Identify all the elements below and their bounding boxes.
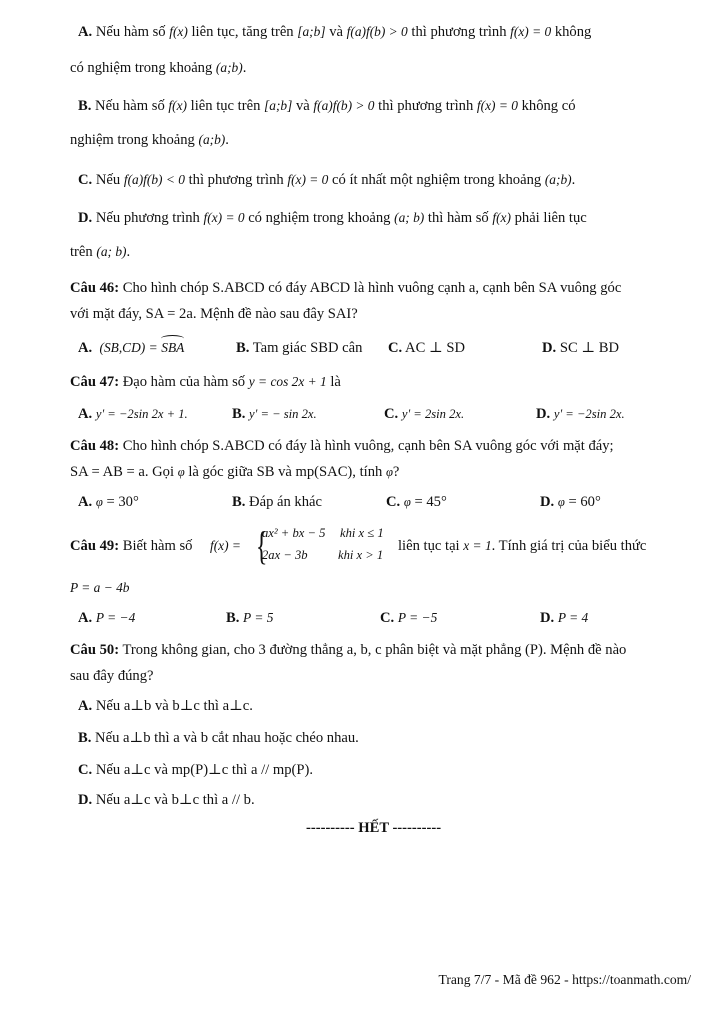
math-expression: P = a − 4b xyxy=(70,580,130,595)
q48-option-a xyxy=(78,492,139,512)
option-letter: A. xyxy=(78,340,93,356)
math-product: f(a)f(b) > 0 xyxy=(313,98,375,113)
math-point: x = 1 xyxy=(463,538,492,553)
q50-stem-line2 xyxy=(70,666,154,686)
q47-stem xyxy=(70,372,341,392)
q49-option-a xyxy=(78,608,135,628)
text: Nếu a⊥c và mp(P)⊥c thì a // mp(P). xyxy=(95,762,313,778)
text: . Tính giá trị của biểu thức xyxy=(491,538,647,554)
option-letter: A. xyxy=(78,494,93,510)
text: Đáp án khác xyxy=(249,494,322,510)
option-letter: D. xyxy=(540,610,555,626)
math-fx: f(x) xyxy=(169,24,188,39)
question-label: Câu 49: xyxy=(70,538,120,554)
end-marker: ---------- HẾT ---------- xyxy=(306,820,442,836)
text: Cho hình chóp S.ABCD có đáy ABCD là hình vuông cạnh a, cạnh bên SA vuông góc xyxy=(122,280,622,296)
q50-stem-line1 xyxy=(70,640,626,660)
q49-option-c xyxy=(380,608,437,628)
math-answer: y' = − sin 2x. xyxy=(249,407,317,421)
option-letter: A. xyxy=(78,610,93,626)
text: SA = AB = a. Gọi xyxy=(70,464,175,480)
q48-option-d xyxy=(540,492,601,512)
q46-option-b xyxy=(236,338,362,358)
text: có nghiệm trong khoảng xyxy=(70,60,213,76)
option-letter: B. xyxy=(232,406,246,422)
text: là góc giữa SB và mp(SAC), tính xyxy=(188,464,383,480)
text: có nghiệm trong khoảng xyxy=(248,210,391,226)
q47-option-d xyxy=(536,404,625,424)
text: là xyxy=(330,374,341,390)
math-phi: φ xyxy=(385,465,393,479)
text: liên tục tại xyxy=(398,538,460,554)
text: Nếu phương trình xyxy=(95,210,200,226)
option-letter: D. xyxy=(78,792,93,808)
math-condition: khi x > 1 xyxy=(338,548,384,562)
math-interval: [a;b] xyxy=(297,24,326,39)
question-label: Câu 48: xyxy=(70,438,120,454)
text: Nếu a⊥c và b⊥c thì a // b. xyxy=(95,792,255,808)
q45-option-a-line1 xyxy=(78,22,591,42)
math-case: 2ax − 3b xyxy=(262,548,308,562)
math-interval: (a;b) xyxy=(215,60,243,75)
text: Nếu xyxy=(95,172,121,188)
math-interval: (a;b) xyxy=(198,132,226,147)
q45-option-b-line1 xyxy=(78,96,576,116)
q49-stem-line1-tail xyxy=(398,536,646,556)
text: Biết hàm số xyxy=(122,538,193,554)
text: thì phương trình xyxy=(411,24,507,40)
question-label: Câu 46: xyxy=(70,280,120,296)
question-label: Câu 50: xyxy=(70,642,120,658)
q49-expression xyxy=(70,578,130,598)
text: và xyxy=(295,98,310,114)
q49-stem-line1 xyxy=(70,536,192,556)
q46-option-c xyxy=(388,338,465,358)
q46-stem-line1 xyxy=(70,278,621,298)
option-letter: D. xyxy=(536,406,551,422)
math-interval: [a;b] xyxy=(264,98,293,113)
math-answer: y' = 2sin 2x. xyxy=(401,407,465,421)
option-letter: C. xyxy=(386,494,401,510)
math-fx: f(x) xyxy=(168,98,188,113)
math-answer: P = 5 xyxy=(243,610,274,625)
math-answer: y' = −2sin 2x. xyxy=(553,407,625,421)
text: thì phương trình xyxy=(378,98,474,114)
text: thì hàm số xyxy=(427,210,489,226)
text: Nếu hàm số xyxy=(95,24,166,40)
q49-case2 xyxy=(262,546,308,564)
q45-option-c: C. Nếu f(a)f(b) < 0 thì phương trình f(x) = 0 có ít nhất một nghiệm trong khoảng (a;b). xyxy=(78,172,576,188)
math-angle-pair: (SB,CD) = xyxy=(99,340,158,355)
q49-cond2 xyxy=(338,546,383,564)
math-phi: φ xyxy=(95,495,103,509)
q48-option-c xyxy=(386,492,447,512)
text: liên tục trên xyxy=(190,98,261,114)
math-answer: y' = −2sin 2x + 1. xyxy=(95,407,188,421)
math-fx: f(x) xyxy=(492,210,511,225)
q49-cond1 xyxy=(340,524,384,542)
math-product: f(a)f(b) < 0 xyxy=(123,172,185,187)
text: liên tục, tăng trên xyxy=(191,24,294,40)
math-answer: P = −5 xyxy=(397,610,438,625)
math-answer: P = −4 xyxy=(95,610,136,625)
text: Tam giác SBD cân xyxy=(252,340,363,356)
math-angle: SBA xyxy=(161,338,184,358)
text: phải liên tục xyxy=(514,210,587,226)
math-interval: (a; b) xyxy=(394,210,425,225)
q49-brace: { xyxy=(255,523,268,568)
text: thì phương trình xyxy=(188,172,284,188)
math-interval: (a; b) xyxy=(96,244,127,259)
page-footer: Trang 7/7 - Mã đề 962 - https://toanmath.com/ xyxy=(438,972,691,987)
option-letter: B. xyxy=(78,98,92,114)
option-letter: C. xyxy=(78,762,93,778)
text: = 30° xyxy=(106,494,139,510)
math-case: ax² + bx − 5 xyxy=(262,526,326,540)
q49-fx xyxy=(210,536,241,556)
q50-option-a xyxy=(78,696,253,716)
text: không có xyxy=(521,98,576,114)
q47-option-b xyxy=(232,404,317,424)
q45-option-a-line2: có nghiệm trong khoảng (a;b). xyxy=(70,60,247,76)
option-letter: D. xyxy=(78,210,93,226)
text: Nếu a⊥b và b⊥c thì a⊥c. xyxy=(95,698,253,714)
math-equation: f(x) = 0 xyxy=(203,210,245,225)
math-phi: φ xyxy=(177,465,185,479)
text: Nếu a⊥b thì a và b cắt nhau hoặc chéo nhau. xyxy=(95,730,359,746)
q50-option-d xyxy=(78,790,255,810)
option-letter: C. xyxy=(384,406,399,422)
q47-option-a xyxy=(78,404,188,424)
q48-stem-line2 xyxy=(70,462,399,482)
text: với mặt đáy, SA = 2a. Mệnh đề nào sau đây SAI? xyxy=(70,306,358,322)
q50-option-b xyxy=(78,728,359,748)
text: ? xyxy=(392,464,400,480)
math-equation: f(x) = 0 xyxy=(476,98,518,113)
option-letter: A. xyxy=(78,24,93,40)
option-letter: C. xyxy=(388,340,403,356)
q45-option-d-line1 xyxy=(78,208,587,228)
q48-stem-line1 xyxy=(70,436,614,456)
option-letter: C. xyxy=(380,610,395,626)
text: nghiệm trong khoảng xyxy=(70,132,195,148)
math-answer: P = 4 xyxy=(557,610,589,625)
text: Nếu hàm số xyxy=(95,98,165,114)
q49-case1 xyxy=(262,524,325,542)
option-letter: A. xyxy=(78,406,93,422)
q45-option-b-line2: nghiệm trong khoảng (a;b). xyxy=(70,132,229,148)
math-fx: f(x) = xyxy=(210,538,241,553)
q50-option-c xyxy=(78,760,313,780)
q49-option-d xyxy=(540,608,588,628)
text: và xyxy=(329,24,343,40)
math-phi: φ xyxy=(557,495,565,509)
q49-option-b xyxy=(226,608,273,628)
text: Cho hình chóp S.ABCD có đáy là hình vuông, cạnh bên SA vuông góc với mặt đáy; xyxy=(122,438,614,454)
text: không xyxy=(554,24,592,40)
option-letter: B. xyxy=(226,610,240,626)
math-equation: f(x) = 0 xyxy=(287,172,329,187)
text: Đạo hàm của hàm số xyxy=(122,374,246,390)
q45-option-d-line2: trên (a; b). xyxy=(70,244,131,260)
option-letter: C. xyxy=(78,172,93,188)
math-function: y = cos 2x + 1 xyxy=(248,374,327,389)
text: AC ⊥ SD xyxy=(405,340,465,356)
text: Trong không gian, cho 3 đường thẳng a, b, c phân biệt và mặt phẳng (P). Mệnh đề nào xyxy=(122,642,627,658)
q46-option-d xyxy=(542,338,619,358)
option-letter: A. xyxy=(78,698,93,714)
text: sau đây đúng? xyxy=(70,668,154,684)
math-equation: f(x) = 0 xyxy=(510,24,552,39)
option-letter: B. xyxy=(232,494,246,510)
option-letter: B. xyxy=(236,340,250,356)
text: SC ⊥ BD xyxy=(559,340,620,356)
text: trên xyxy=(70,244,93,260)
q48-option-b xyxy=(232,492,322,512)
q46-option-a xyxy=(78,338,184,358)
math-phi: φ xyxy=(403,495,411,509)
question-label: Câu 47: xyxy=(70,374,120,390)
text: = 45° xyxy=(414,494,447,510)
math-product: f(a)f(b) > 0 xyxy=(346,24,408,39)
option-letter: B. xyxy=(78,730,92,746)
math-condition: khi x ≤ 1 xyxy=(340,526,384,540)
option-letter: D. xyxy=(542,340,557,356)
option-letter: D. xyxy=(540,494,555,510)
q47-option-c xyxy=(384,404,464,424)
math-interval: (a;b) xyxy=(544,172,572,187)
q46-stem-line2 xyxy=(70,304,358,324)
text: = 60° xyxy=(568,494,601,510)
text: có ít nhất một nghiệm trong khoảng xyxy=(332,172,542,188)
